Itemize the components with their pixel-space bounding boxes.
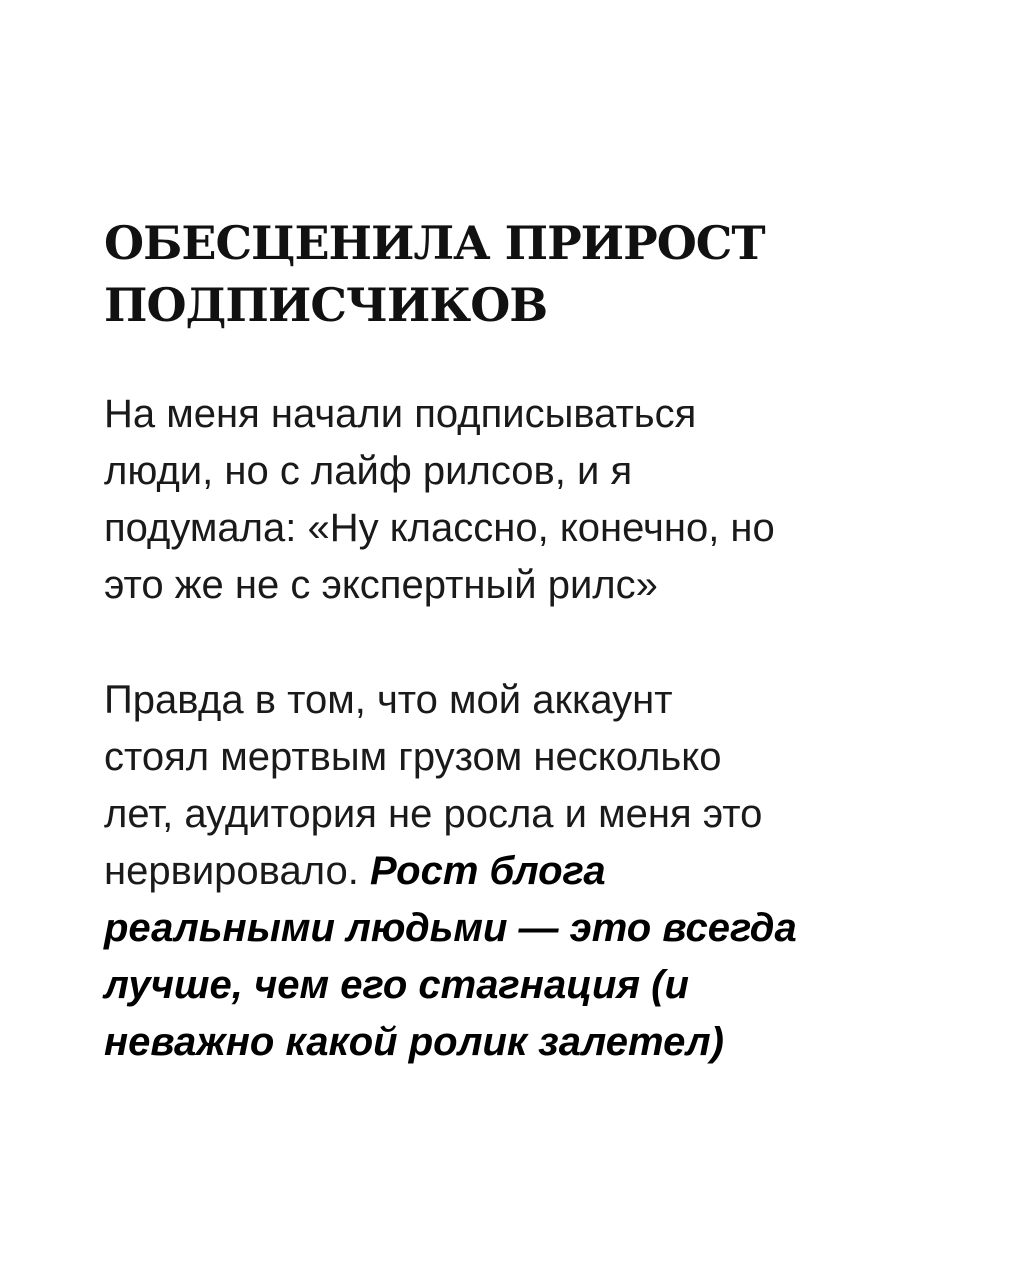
paragraph-2-line-1: Правда в том, что мой аккаунт — [104, 678, 673, 722]
paragraph-1 — [104, 386, 964, 614]
paragraph-1-line-4: это же не с экспертный рилс» — [104, 563, 658, 607]
paragraph-2-bold-line-1: реальными людьми — это всегда — [104, 906, 797, 950]
paragraph-2 — [104, 672, 964, 1071]
paragraph-2-bold-fragment: Рост блога — [369, 849, 606, 893]
paragraph-2-bold-line-3: неважно какой ролик залетел) — [104, 1020, 724, 1064]
slide-heading — [104, 212, 924, 336]
paragraph-2-regular-fragment: нервировало. — [104, 849, 370, 893]
heading-line-2: ПОДПИСЧИКОВ — [104, 278, 548, 332]
paragraph-1-line-3: подумала: «Ну классно, конечно, но — [104, 506, 775, 550]
paragraph-1-line-1: На меня начали подписываться — [104, 392, 697, 436]
paragraph-2-line-4 — [104, 843, 964, 900]
paragraph-1-line-2: люди, но с лайф рилсов, и я — [104, 449, 633, 493]
paragraph-2-bold-line-2: лучше, чем его стагнация (и — [104, 963, 689, 1007]
paragraph-2-line-3: лет, аудитория не росла и меня это — [104, 792, 763, 836]
paragraph-2-line-2: стоял мертвым грузом несколько — [104, 735, 722, 779]
heading-line-1: ОБЕСЦЕНИЛА ПРИРОСТ — [104, 216, 765, 270]
